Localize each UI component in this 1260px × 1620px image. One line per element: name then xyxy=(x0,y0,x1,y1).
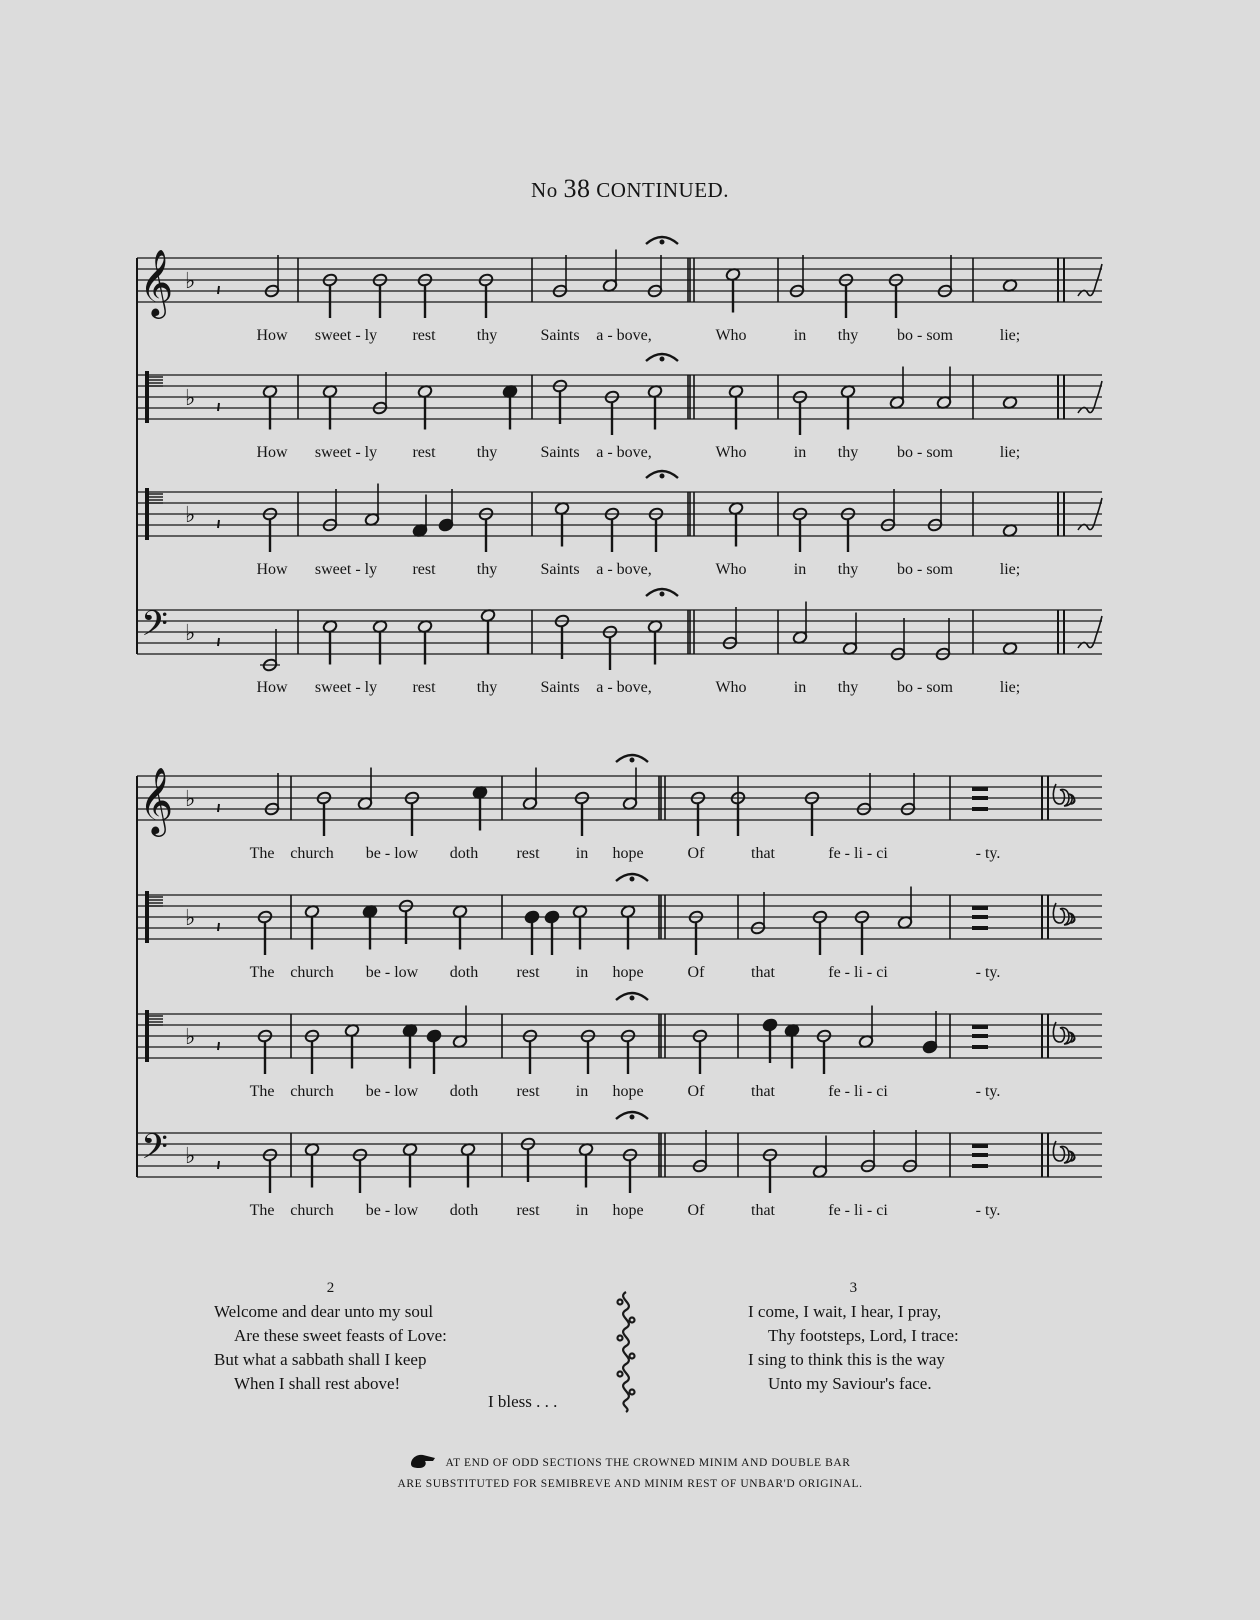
lyric-syllable: sweet - ly xyxy=(314,561,378,578)
lyric-syllable: rest xyxy=(516,964,540,981)
lyric-syllable: doth xyxy=(449,1202,479,1219)
lyric-syllable: Who xyxy=(715,561,747,578)
lyric-syllable: a - bove, xyxy=(596,679,652,696)
fermata-icon xyxy=(660,592,665,597)
flat-sign-icon: ♭ xyxy=(185,386,196,411)
breath-mark xyxy=(218,1161,219,1169)
lyric-syllable: Who xyxy=(715,679,747,696)
c-clef-icon xyxy=(145,891,149,943)
verse-line: When I shall rest above! xyxy=(234,1374,401,1393)
treble-clef-icon: 𝄞 xyxy=(139,248,174,316)
flat-sign-icon: ♭ xyxy=(185,269,196,294)
lyric-syllable: Saints xyxy=(540,327,580,344)
lyric-syllable: Who xyxy=(715,444,747,461)
lyric-syllable: rest xyxy=(516,1202,540,1219)
lyric-syllable: How xyxy=(256,561,288,578)
lyric-syllable: hope xyxy=(612,1202,644,1219)
lyric-syllable: thy xyxy=(837,327,859,344)
flat-sign-icon: ♭ xyxy=(185,906,196,931)
refrain-cue: I bless . . . xyxy=(488,1392,558,1411)
breve-note xyxy=(972,1153,988,1157)
lyric-syllable: rest xyxy=(412,444,436,461)
lyric-syllable: bo - som xyxy=(897,679,953,696)
breve-note xyxy=(972,807,988,811)
lyric-syllable: bo - som xyxy=(897,444,953,461)
lyric-syllable: a - bove, xyxy=(596,444,652,461)
footnote xyxy=(0,1452,1260,1495)
ornament-divider-icon xyxy=(612,1288,640,1414)
breve-note xyxy=(972,906,988,910)
lyric-syllable: a - bove, xyxy=(596,327,652,344)
flat-sign-icon: ♭ xyxy=(185,787,196,812)
lyric-syllable: rest xyxy=(516,1083,540,1100)
breath-mark xyxy=(218,804,219,812)
lyric-syllable: lie; xyxy=(999,561,1021,578)
lyric-syllable: The xyxy=(249,964,275,981)
bass-clef-icon: 𝄢 xyxy=(141,603,169,652)
lyric-syllable: Of xyxy=(687,1083,705,1100)
breath-mark xyxy=(218,520,219,528)
verse-line: Are these sweet feasts of Love: xyxy=(234,1326,447,1345)
lyric-syllable: thy xyxy=(837,679,859,696)
flat-sign-icon: ♭ xyxy=(185,503,196,528)
verse-3 xyxy=(748,1276,959,1396)
lyric-syllable: The xyxy=(249,1202,275,1219)
lyric-syllable: Of xyxy=(687,1202,705,1219)
lyric-syllable: Saints xyxy=(540,444,580,461)
lyric-syllable: Who xyxy=(715,327,747,344)
lyric-syllable: thy xyxy=(476,327,498,344)
flat-sign-icon: ♭ xyxy=(185,621,196,646)
lyric-syllable: rest xyxy=(516,845,540,862)
breve-note xyxy=(972,1025,988,1029)
fermata-icon xyxy=(630,1115,635,1120)
pointing-hand-icon xyxy=(409,1452,437,1470)
lyric-syllable: doth xyxy=(449,964,479,981)
lyric-syllable: bo - som xyxy=(897,561,953,578)
lyric-syllable: Saints xyxy=(540,561,580,578)
verse-number: 3 xyxy=(849,1280,858,1296)
lyric-syllable: lie; xyxy=(999,327,1021,344)
lyric-syllable: in xyxy=(793,444,807,461)
lyric-syllable: fe - li - ci xyxy=(828,1083,888,1100)
breath-mark xyxy=(218,403,219,411)
breve-note xyxy=(972,796,988,800)
verse-number: 2 xyxy=(326,1280,335,1296)
lyric-syllable: thy xyxy=(476,444,498,461)
lyric-syllable: in xyxy=(575,964,589,981)
lyric-syllable: rest xyxy=(412,327,436,344)
verse-line: But what a sabbath shall I keep xyxy=(214,1350,427,1369)
lyric-syllable: fe - li - ci xyxy=(828,845,888,862)
breath-mark xyxy=(218,923,219,931)
fermata-icon xyxy=(660,474,665,479)
lyric-syllable: in xyxy=(793,561,807,578)
lyric-syllable: How xyxy=(256,444,288,461)
lyric-syllable: church xyxy=(290,1202,334,1219)
lyric-syllable: lie; xyxy=(999,679,1021,696)
lyric-syllable: sweet - ly xyxy=(314,444,378,461)
lyric-syllable: hope xyxy=(612,1083,644,1100)
verse-line: Welcome and dear unto my soul xyxy=(214,1302,434,1321)
verse-line: I sing to think this is the way xyxy=(748,1350,945,1369)
lyric-syllable: hope xyxy=(612,845,644,862)
lyric-syllable: - ty. xyxy=(975,964,1001,981)
breve-note xyxy=(972,926,988,930)
lyric-syllable: in xyxy=(793,327,807,344)
lyric-syllable: thy xyxy=(837,561,859,578)
lyric-syllable: rest xyxy=(412,561,436,578)
lyric-syllable: be - low xyxy=(365,964,419,981)
breath-mark xyxy=(218,1042,219,1050)
lyric-syllable: a - bove, xyxy=(596,561,652,578)
lyric-syllable: that xyxy=(751,964,775,981)
lyric-syllable: sweet - ly xyxy=(314,679,378,696)
lyric-syllable: thy xyxy=(837,444,859,461)
breve-note xyxy=(972,1034,988,1038)
lyric-syllable: lie; xyxy=(999,444,1021,461)
lyric-syllable: rest xyxy=(412,679,436,696)
lyric-syllable: thy xyxy=(476,561,498,578)
lyric-syllable: be - low xyxy=(365,1083,419,1100)
lyric-syllable: Saints xyxy=(540,679,580,696)
lyric-syllable: that xyxy=(751,1202,775,1219)
lyric-syllable: be - low xyxy=(365,1202,419,1219)
lyric-syllable: church xyxy=(290,1083,334,1100)
lyric-syllable: How xyxy=(256,679,288,696)
c-clef-icon xyxy=(145,1010,149,1062)
flat-sign-icon: ♭ xyxy=(185,1025,196,1050)
lyric-syllable: Of xyxy=(687,964,705,981)
lyric-syllable: sweet - ly xyxy=(314,327,378,344)
breve-note xyxy=(972,787,988,791)
treble-clef-icon: 𝄞 xyxy=(139,766,174,834)
number-mark: No xyxy=(531,178,558,202)
lyric-syllable: The xyxy=(249,845,275,862)
lyric-syllable: fe - li - ci xyxy=(828,1202,888,1219)
fermata-icon xyxy=(630,758,635,763)
continued-label: CONTINUED. xyxy=(596,178,729,202)
bass-clef-icon: 𝄢 xyxy=(141,1126,169,1175)
lyric-syllable: church xyxy=(290,845,334,862)
lyric-syllable: How xyxy=(256,327,288,344)
lyric-syllable: in xyxy=(575,1083,589,1100)
lyric-syllable: that xyxy=(751,1083,775,1100)
breve-note xyxy=(972,1144,988,1148)
lyric-syllable: Of xyxy=(687,845,705,862)
hymn-number: 38 xyxy=(563,174,591,203)
flat-sign-icon: ♭ xyxy=(185,1144,196,1169)
footnote-line-1: AT END OF ODD SECTIONS THE CROWNED MINIM AND DOUBLE BAR xyxy=(445,1457,851,1469)
footnote-line-2: ARE SUBSTITUTED FOR SEMIBREVE AND MINIM REST OF UNBAR'D ORIGINAL. xyxy=(397,1478,863,1490)
c-clef-icon xyxy=(145,488,149,540)
fermata-icon xyxy=(630,996,635,1001)
lyric-syllable: The xyxy=(249,1083,275,1100)
verse-line: I come, I wait, I hear, I pray, xyxy=(748,1302,942,1321)
lyric-syllable: - ty. xyxy=(975,845,1001,862)
breath-mark xyxy=(218,286,219,294)
lyric-syllable: doth xyxy=(449,845,479,862)
verse-line: Unto my Saviour's face. xyxy=(768,1374,932,1393)
lyric-syllable: thy xyxy=(476,679,498,696)
lyric-syllable: fe - li - ci xyxy=(828,964,888,981)
fermata-icon xyxy=(660,357,665,362)
lyric-syllable: hope xyxy=(612,964,644,981)
lyric-syllable: in xyxy=(575,845,589,862)
breve-note xyxy=(972,1164,988,1168)
verse-line: Thy footsteps, Lord, I trace: xyxy=(768,1326,959,1345)
lyric-syllable: - ty. xyxy=(975,1202,1001,1219)
breve-note xyxy=(972,1045,988,1049)
c-clef-icon xyxy=(145,371,149,423)
lyric-syllable: in xyxy=(575,1202,589,1219)
lyric-syllable: in xyxy=(793,679,807,696)
lyric-syllable: bo - som xyxy=(897,327,953,344)
lyric-syllable: doth xyxy=(449,1083,479,1100)
lyric-syllable: church xyxy=(290,964,334,981)
lyric-syllable: be - low xyxy=(365,845,419,862)
lyric-syllable: that xyxy=(751,845,775,862)
fermata-icon xyxy=(630,877,635,882)
fermata-icon xyxy=(660,240,665,245)
breve-note xyxy=(972,915,988,919)
breath-mark xyxy=(218,638,219,646)
lyric-syllable: - ty. xyxy=(975,1083,1001,1100)
verse-2 xyxy=(214,1276,447,1396)
